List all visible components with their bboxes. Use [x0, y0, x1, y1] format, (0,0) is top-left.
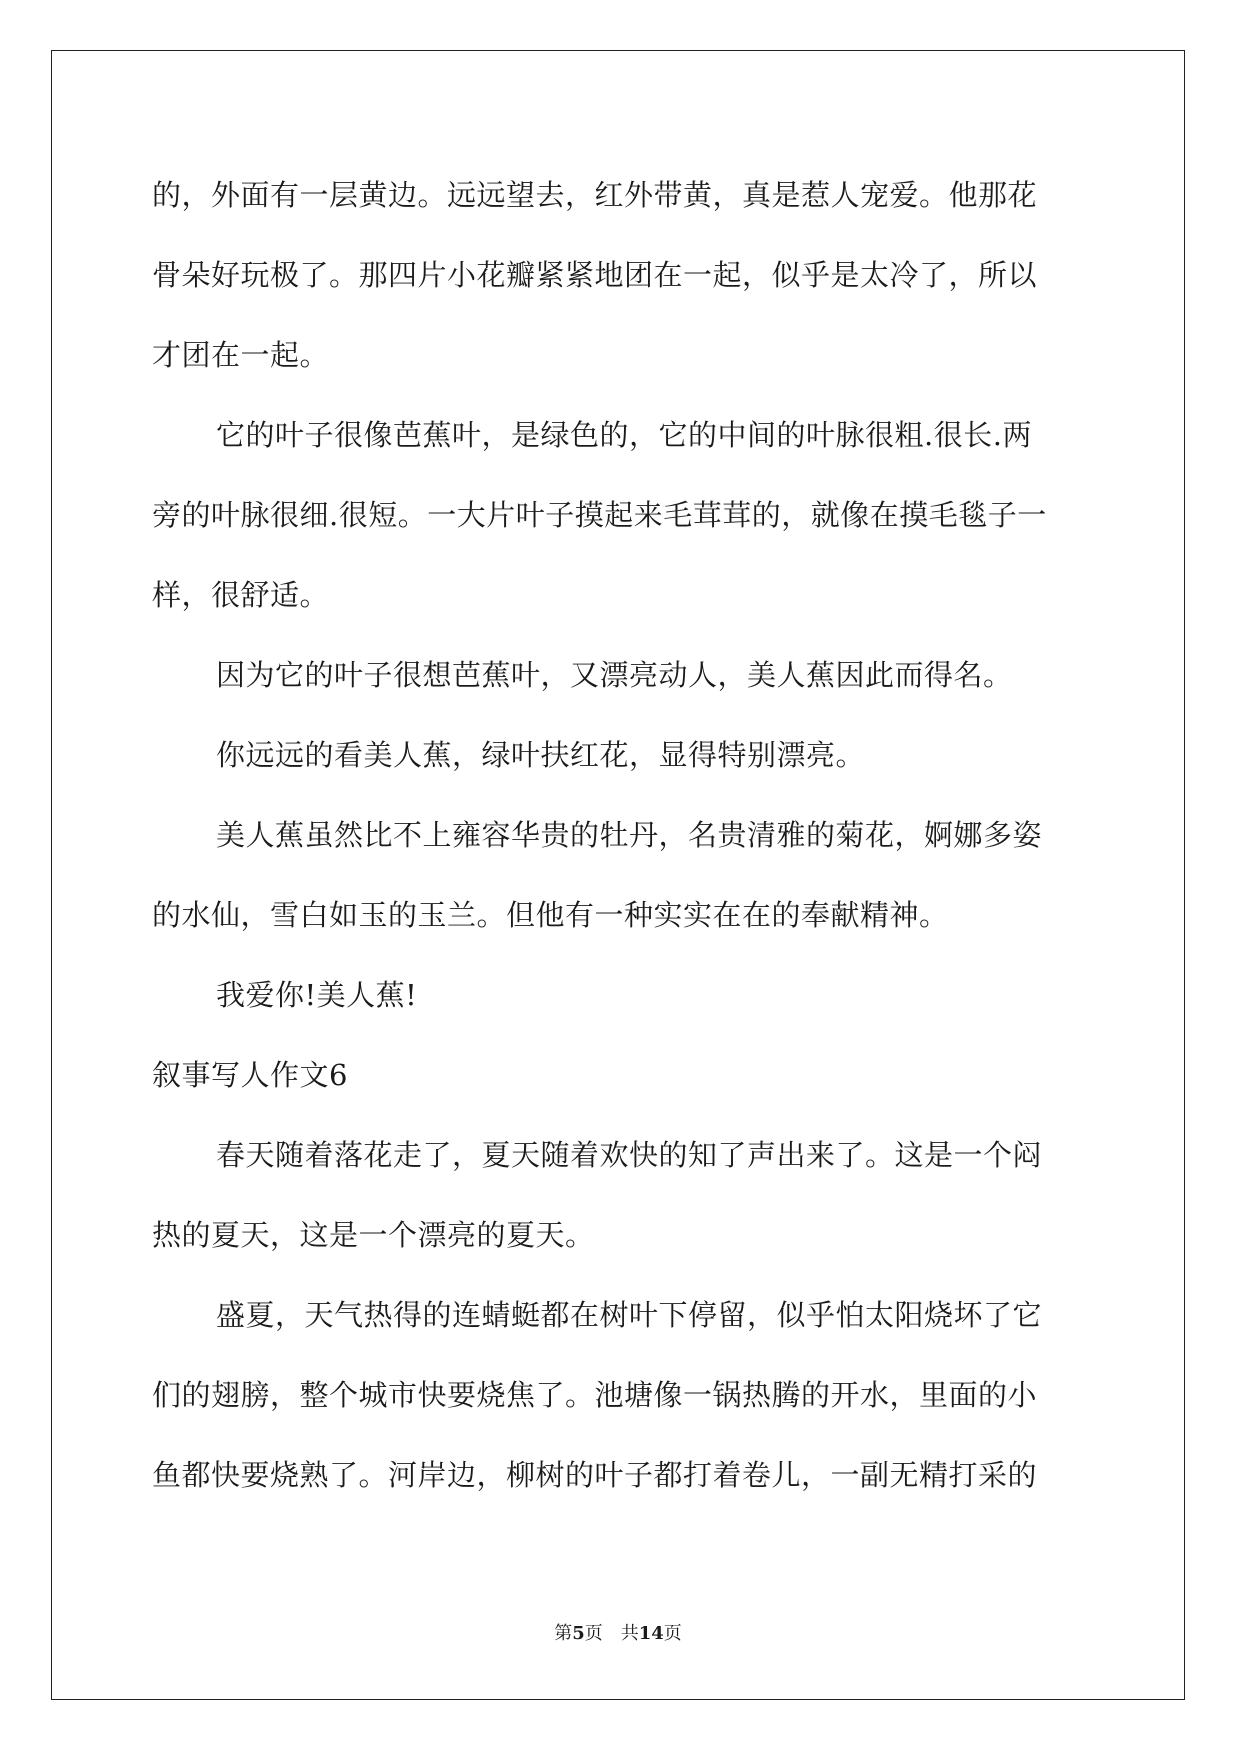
text-line: 骨朵好玩极了。那四片小花瓣紧紧地团在一起，似乎是太冷了，所以: [152, 258, 1038, 292]
text-line: 的，外面有一层黄边。远远望去，红外带黄，真是惹人宠爱。他那花: [152, 178, 1038, 212]
text-line: 春天随着落花走了，夏天随着欢快的知了声出来了。这是一个闷: [216, 1138, 1043, 1172]
text-line: 盛夏，天气热得的连蜻蜓都在树叶下停留，似乎怕太阳烧坏了它: [216, 1298, 1043, 1332]
text-line: 我爱你!美人蕉!: [216, 978, 418, 1012]
footer-mid: 页 共: [584, 1623, 639, 1644]
footer-suffix: 页: [663, 1623, 682, 1644]
text-line: 旁的叶脉很细.很短。一大片叶子摸起来毛茸茸的，就像在摸毛毯子一: [152, 498, 1047, 532]
text-line: 鱼都快要烧熟了。河岸边，柳树的叶子都打着卷儿，一副无精打采的: [152, 1458, 1038, 1492]
text-line: 们的翅膀，整个城市快要烧焦了。池塘像一锅热腾的开水，里面的小: [152, 1378, 1038, 1412]
text-line: 热的夏天，这是一个漂亮的夏天。: [152, 1218, 595, 1252]
text-line: 美人蕉虽然比不上雍容华贵的牡丹，名贵清雅的菊花，婀娜多姿: [216, 818, 1043, 852]
text-line: 样，很舒适。: [152, 578, 330, 612]
text-line: 因为它的叶子很想芭蕉叶，又漂亮动人，美人蕉因此而得名。: [216, 658, 1013, 692]
current-page-number: 5: [572, 1623, 585, 1644]
total-pages-number: 14: [638, 1623, 664, 1644]
page-footer: [52, 1619, 1184, 1645]
footer-prefix: 第: [554, 1623, 573, 1644]
text-line: 才团在一起。: [152, 338, 330, 372]
text-line: 叙事写人作文6: [152, 1058, 348, 1092]
text-line: 它的叶子很像芭蕉叶，是绿色的，它的中间的叶脉很粗.很长.两: [216, 418, 1032, 452]
document-page: [51, 50, 1185, 1700]
text-line: 你远远的看美人蕉，绿叶扶红花，显得特别漂亮。: [216, 738, 866, 772]
text-line: 的水仙，雪白如玉的玉兰。但他有一种实实在在的奉献精神。: [152, 898, 949, 932]
